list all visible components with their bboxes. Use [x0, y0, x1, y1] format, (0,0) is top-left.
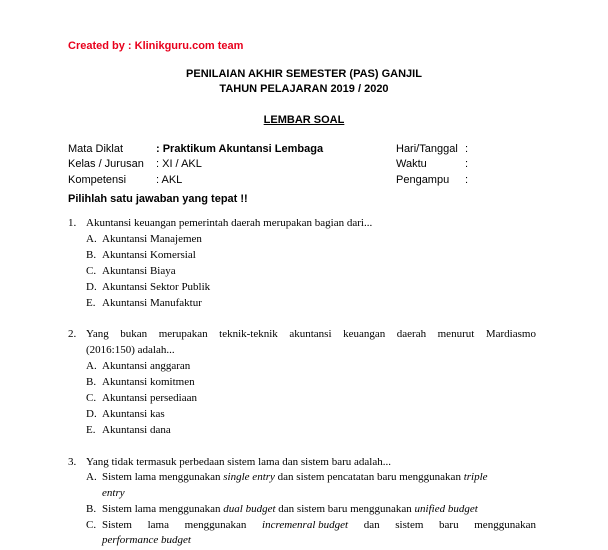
q2-option-a-letter: A. [86, 360, 97, 372]
q2-option-e-letter: E. [86, 424, 96, 436]
q3-b-pre: Sistem lama menggunakan [102, 503, 224, 515]
q2-number: 2. [68, 328, 77, 340]
q1-option-d-letter: D. [86, 281, 97, 293]
sheet-title-text: LEMBAR SOAL [263, 114, 345, 126]
q3-c-word: menggunakan [474, 519, 536, 531]
q2-option-e: Akuntansi dana [102, 424, 171, 436]
q2-option-c: Akuntansi persediaan [102, 392, 197, 404]
q3-option-a-cont [102, 487, 125, 499]
title-line-2: TAHUN PELAJARAN 2019 / 2020 [219, 83, 389, 95]
q3-a-italic1: single entry [223, 471, 275, 483]
q2-word: merupakan [158, 328, 208, 340]
q2-option-a: Akuntansi anggaran [102, 360, 191, 372]
hari-label: Hari/Tanggal [396, 143, 458, 155]
q3-option-b-letter: B. [86, 503, 97, 515]
q3-a-pre: Sistem lama menggunakan [102, 471, 224, 483]
q2-option-b-letter: B. [86, 376, 97, 388]
q3-option-a-letter: A. [86, 471, 97, 483]
instruction: Pilihlah satu jawaban yang tepat !! [68, 193, 248, 205]
q1-text: Akuntansi keuangan pemerintah daerah merupakan bagian dari... [86, 217, 373, 229]
q1-option-c: Akuntansi Biaya [102, 265, 176, 277]
waktu-colon: : [465, 158, 469, 170]
q2-word: teknik-teknik [219, 328, 278, 340]
q1-option-a: Akuntansi Manajemen [102, 233, 202, 245]
q3-b-mid: dan sistem baru menggunakan [275, 503, 415, 515]
q1-option-b-letter: B. [86, 249, 97, 261]
q3-c-word: menggunakan [184, 519, 247, 531]
q2-word: bukan [120, 328, 148, 340]
q3-a-mid: dan sistem pencatatan baru menggunakan [274, 471, 464, 483]
q1-option-e: Akuntansi Manufaktur [102, 297, 202, 309]
q3-number: 3. [68, 456, 77, 468]
q2-text-line2: (2016:150) adalah... [86, 344, 175, 356]
q3-c-word: dan [363, 519, 380, 531]
mata-diklat-label: Mata Diklat [68, 143, 124, 155]
q3-option-a [102, 471, 488, 483]
q1-option-b: Akuntansi Komersial [102, 249, 196, 261]
q2-option-b: Akuntansi komitmen [102, 376, 195, 388]
waktu-label: Waktu [396, 158, 427, 170]
q2-word: menurut [437, 328, 475, 340]
q3-option-b [102, 503, 478, 515]
title-line-1: PENILAIAN AKHIR SEMESTER (PAS) GANJIL [186, 68, 422, 80]
q1-option-e-letter: E. [86, 297, 96, 309]
pengampu-label: Pengampu [396, 174, 450, 186]
q1-option-a-letter: A. [86, 233, 97, 245]
q3-b-italic1: dual budget [223, 503, 276, 515]
q2-option-d-letter: D. [86, 408, 97, 420]
q3-a-italic2: triple [463, 471, 488, 483]
q3-c-word: lama [147, 519, 169, 531]
pengampu-colon: : [465, 174, 469, 186]
q3-text: Yang tidak termasuk perbedaan sistem lama dan sistem baru adalah... [86, 456, 391, 468]
hari-colon: : [465, 143, 469, 155]
q2-word: daerah [396, 328, 427, 340]
q3-c-word: Sistem [102, 519, 132, 531]
q2-word: Yang [86, 328, 109, 340]
q3-c-word: sistem [395, 519, 424, 531]
q2-word: keuangan [343, 328, 386, 340]
q2-option-c-letter: C. [86, 392, 97, 404]
mata-diklat-value: : Praktikum Akuntansi Lembaga [156, 143, 324, 155]
sheet-title [0, 110, 608, 128]
q2-option-d: Akuntansi kas [102, 408, 165, 420]
q3-a-cont: entry [102, 487, 125, 499]
kelas-value: : XI / AKL [156, 158, 202, 170]
q3-option-c-letter: C. [86, 519, 97, 531]
credit-line: Created by : Klinikguru.com team [68, 40, 244, 52]
q3-c-italic: incremenral budget [262, 519, 349, 531]
q1-number: 1. [68, 217, 77, 229]
q3-option-c [102, 519, 536, 531]
q3-c-word: baru [439, 519, 459, 531]
q2-word: akuntansi [289, 328, 332, 340]
q3-option-c-cont [102, 534, 191, 546]
q2-text-line1 [86, 328, 536, 340]
q1-option-c-letter: C. [86, 265, 97, 277]
q3-c-cont: performance budget [102, 534, 191, 546]
q2-word: Mardiasmo [485, 328, 536, 340]
q3-b-italic2: unified budget [414, 503, 478, 515]
kompetensi-label: Kompetensi [68, 174, 127, 186]
kelas-label: Kelas / Jurusan [68, 158, 144, 170]
kompetensi-value: : AKL [156, 174, 183, 186]
q1-option-d: Akuntansi Sektor Publik [102, 281, 211, 293]
